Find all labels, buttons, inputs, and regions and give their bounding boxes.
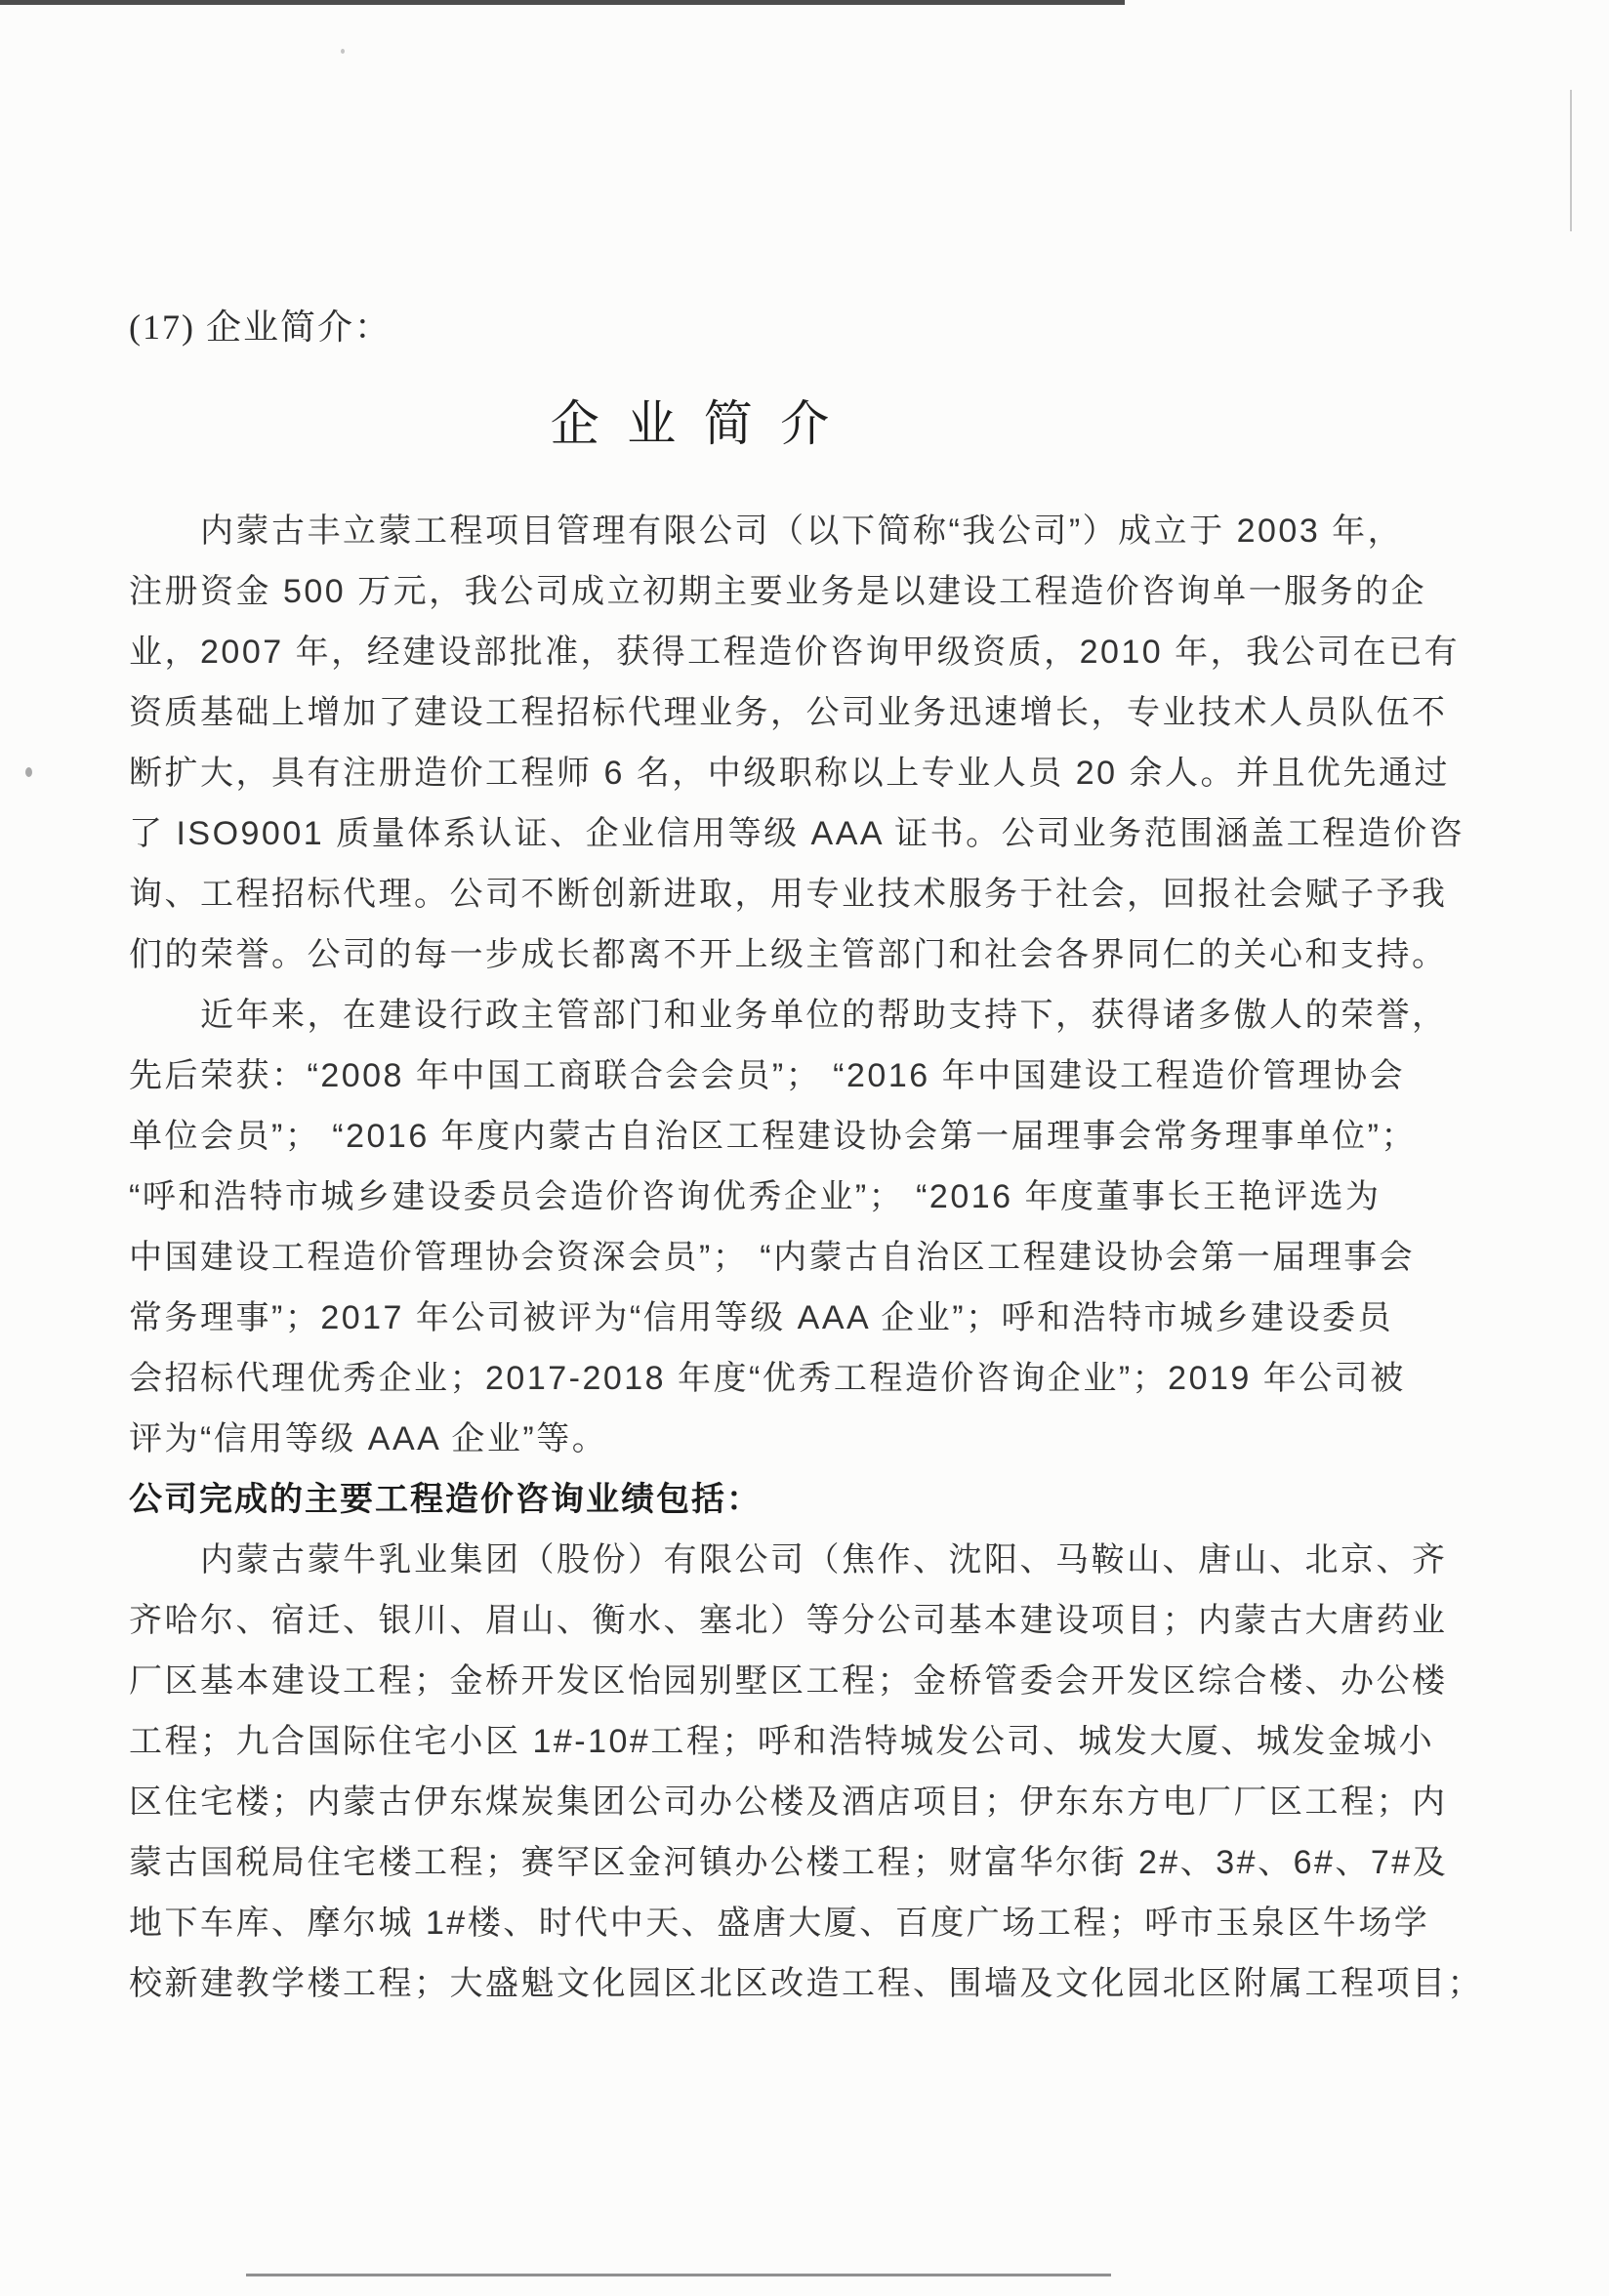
document-title: 企 业 简 介 xyxy=(550,396,831,451)
text-line: 常务理事”；2017 年公司被评为“信用等级 AAA 企业”；呼和浩特市城乡建设委员 xyxy=(129,1299,1394,1336)
section-label: (17) 企业简介： xyxy=(129,308,392,347)
text-line: 校新建教学楼工程；大盛魁文化园区北区改造工程、围墙及文化园北区附属工程项目； xyxy=(129,1965,1483,2002)
text-line: 询、工程招标代理。公司不断创新进取，用专业技术服务于社会，回报社会赋子予我 xyxy=(129,876,1448,913)
text-line: 中国建设工程造价管理协会资深会员”； “内蒙古自治区工程建设协会第一届理事会 xyxy=(129,1239,1416,1276)
scan-artifact-top-edge-line xyxy=(0,0,1125,5)
text-line: 单位会员”； “2016 年度内蒙古自治区工程建设协会第一届理事会常务理事单位”； xyxy=(129,1118,1417,1155)
scan-artifact-margin-speck xyxy=(25,767,32,777)
text-line: 注册资金 500 万元，我公司成立初期主要业务是以建设工程造价咨询单一服务的企 xyxy=(129,573,1427,610)
text-line: 齐哈尔、宿迁、银川、眉山、衡水、塞北）等分公司基本建设项目；内蒙古大唐药业 xyxy=(129,1602,1448,1639)
text-line: 内蒙古蒙牛乳业集团（股份）有限公司（焦作、沈阳、马鞍山、唐山、北京、齐 xyxy=(200,1541,1448,1578)
text-line: 们的荣誉。公司的每一步成长都离不开上级主管部门和社会各界同仁的关心和支持。 xyxy=(129,936,1448,973)
text-line: 工程；九合国际住宅小区 1#-10#工程；呼和浩特城发公司、城发大厦、城发金城小 xyxy=(129,1723,1435,1760)
text-line: 评为“信用等级 AAA 企业”等。 xyxy=(129,1420,608,1457)
text-line: 地下车库、摩尔城 1#楼、时代中天、盛唐大厦、百度广场工程；呼市玉泉区牛场学 xyxy=(129,1905,1430,1942)
scan-artifact-bottom-edge-line xyxy=(246,2274,1111,2276)
achievements-heading: 公司完成的主要工程造价咨询业绩包括： xyxy=(129,1481,762,1518)
text-line: 会招标代理优秀企业；2017-2018 年度“优秀工程造价咨询企业”；2019 年公司被 xyxy=(129,1360,1406,1397)
overview-paragraph xyxy=(129,501,1486,985)
text-line: 断扩大，具有注册造价工程师 6 名，中级职称以上专业人员 20 余人。并且优先通过 xyxy=(129,755,1451,792)
text-line: 区住宅楼；内蒙古伊东煤炭集团公司办公楼及酒店项目；伊东东方电厂厂区工程；内 xyxy=(129,1784,1448,1821)
achievements-paragraph xyxy=(129,1530,1486,2014)
text-line: 近年来，在建设行政主管部门和业务单位的帮助支持下，获得诸多傲人的荣誉， xyxy=(200,997,1448,1034)
text-line: 了 ISO9001 质量体系认证、企业信用等级 AAA 证书。公司业务范围涵盖工程造价咨 xyxy=(129,815,1465,852)
text-line: 蒙古国税局住宅楼工程；赛罕区金河镇办公楼工程；财富华尔街 2#、3#、6#、7#及 xyxy=(129,1844,1449,1881)
text-line: 业，2007 年，经建设部批准，获得工程造价咨询甲级资质，2010 年，我公司在已有 xyxy=(129,634,1461,671)
scan-artifact-speck xyxy=(341,49,345,54)
text-line: 资质基础上增加了建设工程招标代理业务，公司业务迅速增长，专业技术人员队伍不 xyxy=(129,694,1448,731)
text-line: “呼和浩特市城乡建设委员会造价咨询优秀企业”； “2016 年度董事长王艳评选为 xyxy=(129,1178,1382,1215)
document-body xyxy=(129,501,1486,2014)
text-line: 厂区基本建设工程；金桥开发区怡园别墅区工程；金桥管委会开发区综合楼、办公楼 xyxy=(129,1662,1448,1700)
honors-paragraph xyxy=(129,985,1486,1469)
text-line: 先后荣获：“2008 年中国工商联合会会员”； “2016 年中国建设工程造价管理协会 xyxy=(129,1057,1406,1094)
scan-artifact-fold-line xyxy=(1570,90,1572,231)
text-line: 内蒙古丰立蒙工程项目管理有限公司（以下简称“我公司”）成立于 2003 年， xyxy=(200,512,1404,550)
